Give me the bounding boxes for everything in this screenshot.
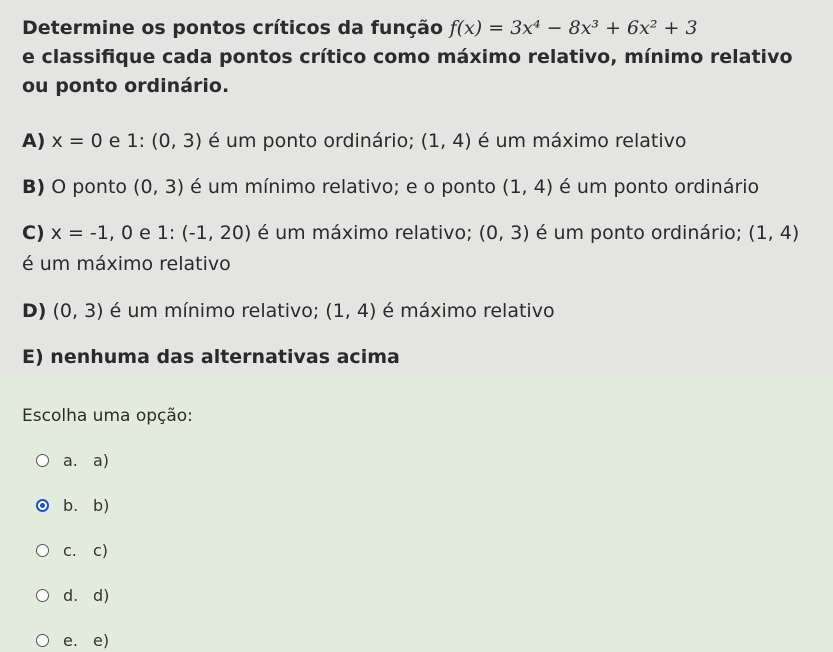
- radio-d[interactable]: [36, 589, 49, 602]
- radio-a[interactable]: [36, 454, 49, 467]
- option-c[interactable]: c. c): [36, 538, 108, 562]
- alternative-c: C) x = -1, 0 e 1: (-1, 20) é um máximo relativo; (0, 3) é um ponto ordinário; (1, 4) é um máximo relativo: [22, 222, 800, 275]
- stem-prefix: Determine os pontos críticos da função: [22, 17, 450, 39]
- radio-c[interactable]: [36, 544, 49, 557]
- function-expression: f(x) = 3x⁴ − 8x³ + 6x² + 3: [449, 17, 698, 39]
- alternative-e: E) nenhuma das alternativas acima: [22, 346, 400, 368]
- radio-b[interactable]: [36, 499, 49, 512]
- alternative-b: B) O ponto (0, 3) é um mínimo relativo; e o ponto (1, 4) é um ponto ordinário: [22, 176, 760, 198]
- question-stem: [22, 14, 812, 101]
- option-d[interactable]: d. d): [36, 583, 109, 607]
- answer-panel: [0, 376, 833, 652]
- stem-suffix: e classifique cada pontos crítico como máximo relativo, mínimo relativo ou ponto ordinário.: [22, 46, 793, 97]
- option-a[interactable]: a. a): [36, 448, 109, 472]
- choose-option-prompt: Escolha uma opção:: [22, 406, 193, 426]
- alternative-a: A) x = 0 e 1: (0, 3) é um ponto ordinário; (1, 4) é um máximo relativo: [22, 130, 687, 152]
- radio-e[interactable]: [36, 634, 49, 647]
- option-e[interactable]: e. e): [36, 628, 109, 652]
- option-b[interactable]: b. b): [36, 493, 109, 517]
- alternative-d: D) (0, 3) é um mínimo relativo; (1, 4) é máximo relativo: [22, 300, 555, 322]
